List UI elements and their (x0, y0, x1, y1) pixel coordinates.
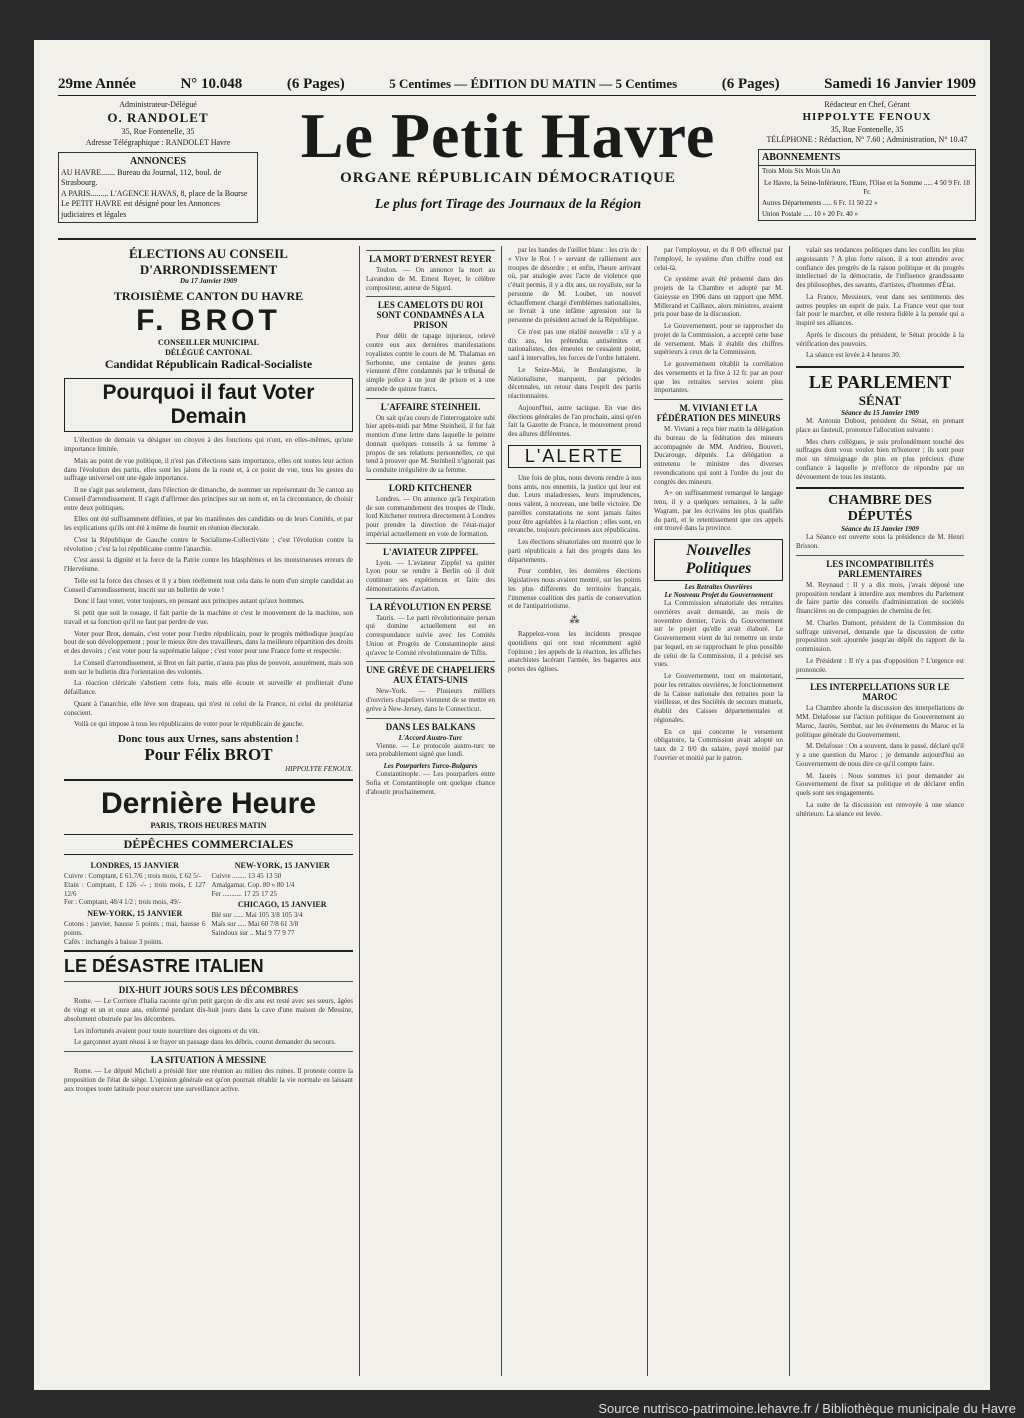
senat-date: Séance du 15 Janvier 1909 (841, 409, 919, 417)
candidate-role: CONSEILLER MUNICIPAL (158, 338, 259, 348)
paragraph: Le Seize-Mai, le Boulangisme, le Nationalisme, marquent, par périodes décennales, un retour dans l'esprit des partis réactionnaires. (508, 365, 641, 400)
paragraph: Pour combler, les dernières élections législatives nous avaient montré, sur les points les plus différents du territoire français, l'immense coalition des partis de conservation et de l'antipatriotisme. (508, 567, 641, 611)
column-1 (58, 246, 360, 1376)
newspaper-tagline: Le plus fort Tirage des Journaux de la Région (374, 197, 642, 212)
section-heading: LES INCOMPATIBILITÉS PARLEMENTAIRES (796, 555, 964, 579)
subscriptions-row: Union Postale ..... 10 » 20 Fr. 40 » (762, 209, 859, 218)
section-heading: DIX-HUIT JOURS SOUS LES DÉCOMBRES (64, 981, 353, 995)
subscriptions-title: ABONNEMENTS (759, 150, 975, 166)
market-line: Cuivre ........ 13 45 13 50 (211, 872, 282, 881)
paragraph: La suite de la discussion est renvoyée à une séance ultérieure. La séance est levée. (796, 800, 964, 818)
paragraph: Constantinople. — Les pourparlers entre Sofia et Constantinople ont quelque chance d'aboutir prochainement. (366, 770, 495, 796)
paragraph: Elles ont été suffisamment définies, et par les manifestes des candidats ou de leurs Comités, et par les explications qu'ils ont été à même de fournir en réunion électorale. (64, 515, 353, 533)
paragraph: En ce qui concerne le versement obligatoire, la Commission avait adopté un taux de 2 0/0 du salaire, payé moitié par l'ouvrier et moitié par le patron. (654, 727, 783, 762)
paragraph: Tauris. — Le parti révolutionnaire persan qui domine actuellement est en correspondance suivie avec les Comités Union et Progrès de Constantinople ainsi qu'avec le Comité révolutionnaire de Tiflis. (366, 613, 495, 657)
article-body (64, 1067, 353, 1093)
paragraph: On sait qu'au cours de l'interrogatoire subi hier après-midi par Mme Steinheil, il fut fait mention d'une lettre dans laquelle le peintre donnait quelques conseils à sa femme à propos de ses relations personnelles, ce qui tend à prouver que M. Steinheil n'ignorait pas la conduite irrégulière de sa femme. (366, 413, 495, 474)
paragraph: Le Président : Il n'y a pas d'opposition ? L'urgence est prononcée. (796, 656, 964, 674)
nouvelles-politiques-title: Nouvelles Politiques (654, 539, 783, 581)
paragraph: La réaction cléricale s'abstient cette fois, mais elle écoute et surveille et profiterait d'une défaillance. (64, 679, 353, 697)
section-heading: DANS LES BALKANS (366, 718, 495, 732)
paragraph: Mes chers collègues, je suis profondément touché des suffrages dont vous voulez bien m'honorer ; ils sont pour moi un témoignage de plus en plus précieux d'une confiance à laquelle je m'efforce de répondre par un dévouement de tous les instants. (796, 437, 964, 481)
paragraph: Après le discours du président, le Sénat procède à la vérification des pouvoirs. (796, 330, 964, 348)
admin-address: 35, Rue Fontenelle, 35 (121, 127, 195, 137)
paragraph: A+ on suffisamment remarqué le langage tenu, il y a quelques semaines, à la salle Wagram, par les écrivains les plus qualifiés du parti, et le retentissement que ces appels ont trouvé dans la province. (654, 489, 783, 533)
paragraph: Le Gouvernement, tout en maintenant, pour les retraites ouvrières, le fonctionnement de la Caisse nationale des retraites pour la vieillesse, et des Sociétés de secours mutuels, établit des Caisses départementales et régionales. (654, 672, 783, 724)
market-line: Saindoux sur .. Mai 9 77 9 77 (211, 928, 295, 937)
chambre-date: Séance du 15 Janvier 1909 (841, 525, 919, 534)
admin-telegram: Adresse Télégraphique : RANDOLET Havre (85, 137, 231, 147)
column-2 (360, 246, 502, 1376)
market-left (64, 859, 206, 946)
desastre-title: LE DÉSASTRE ITALIEN (64, 950, 353, 977)
masthead-right (758, 100, 976, 238)
column-4 (648, 246, 790, 1376)
paragraph: Rome. — Le député Micheli a présidé hier une réunion au milieu des ruines. Il proteste contre la proposition de l'état de siège. L'opinion générale est qu'on pourrait rétablir la vie normale en laissant aux troupes toute latitude pour exercer une surveillance active. (64, 1067, 353, 1093)
year-issue: 29me Année (58, 76, 136, 92)
paragraph: Vienne. — Le protocole austro-turc ne sera probablement signé que lundi. (366, 741, 495, 759)
paragraph: Le gouvernement rétablit la corrélation des versements et la fixe à 12 fr. par an pour que les retraites servies soient plus importantes. (654, 360, 783, 395)
paragraph: M. Charles Dumont, président de la Commission du suffrage universel, demande que la discussion de cette proposition soit ajournée jusqu'au dépôt du rapport de la commission. (796, 618, 964, 653)
market-heading: NEW-YORK, 15 JANVIER (87, 909, 183, 919)
article-body (64, 436, 353, 729)
subscriptions-headers: Trois Mois Six Mois Un An (762, 167, 841, 176)
candidate-party: Candidat Républicain Radical-Socialiste (104, 357, 313, 372)
election-title: ÉLECTIONS AU CONSEIL D'ARRONDISSEMENT (129, 246, 288, 277)
paragraph: La Commission sénatoriale des retraites ouvrières avait demandé, au mois de novembre dernier, l'avis du Gouvernement sur le projet qu'elle avait élaboré. Le Gouvernement vient de lui remettre un texte par lequel, en se rapprochant le plus possible de celui de la Commission, il a précisé ses vues. (654, 599, 783, 669)
market-reports (64, 859, 353, 946)
article-author: HIPPOLYTE FENOUX. (285, 765, 353, 774)
column-3 (502, 246, 648, 1376)
parlement-title: LE PARLEMENT (796, 366, 964, 393)
masthead (58, 100, 976, 240)
admin-name: O. RANDOLET (107, 110, 209, 126)
section-heading: LES INTERPELLATIONS SUR LE MAROC (796, 678, 964, 702)
market-right (212, 859, 354, 946)
section-heading: LES CAMELOTS DU ROI SONT CONDAMNÉS A LA PRISON (366, 296, 495, 330)
paragraph: par les bandes de l'œillet blanc : les cris de : « Vive le Roi ! » servant de ralliement aux troupes de désordre ; et enfin, l'heure arrivant où, par analogie avec l'acte de violence que c'était permis, il y a dix ans, un royaliste, sur la personne de M. Loubet, un nouvel échauffement chargé d'emblèmes nationalistes, se livrait à une infâme agression sur la personne du président actuel de la République. (508, 246, 641, 324)
paragraph: L'élection de demain va désigner un citoyen à des fonctions qui n'ont, en elles-mêmes, qu'une importance limitée. (64, 436, 353, 454)
paragraph: Londres. — On annonce qu'à l'expiration de son commandement des troupes de l'Inde, lord Kitchener rentrera directement à Londres pour prendre la direction de l'état-major impérial actuellement en voie de formation. (366, 494, 495, 538)
edition-price: 5 Centimes — ÉDITION DU MATIN — 5 Centimes (389, 76, 678, 91)
separator-ornament: ⁂ (569, 615, 580, 626)
market-heading: NEW-YORK, 15 JANVIER (234, 861, 330, 871)
paragraph: Donc il faut voter, voter toujours, en pensant aux principes autant qu'aux hommes. (74, 597, 305, 606)
paragraph: La Séance est ouverte sous la présidence de M. Henri Brisson. (796, 533, 964, 550)
subscriptions-row: Autres Départements ..... 6 Fr. 11 50 22 » (762, 198, 878, 207)
market-line: Blé sur ...... Mai 105 3/8 105 3/4 (211, 911, 303, 920)
editor-role: Rédacteur en Chef, Gérant (824, 100, 910, 109)
paragraph: La séance est levée à 4 heures 30. (806, 351, 901, 360)
headline-banner: Pourquoi il faut Voter Demain (64, 378, 353, 432)
paragraph: Le Conseil d'arrondissement, si Brot en fait partie, n'aura pas plus de pouvoir, assurément, mais son nom sur le bulletin dira l'orientation des volontés. (64, 658, 353, 676)
issue-number: N° 10.048 (180, 76, 243, 92)
subscriptions-box (758, 149, 976, 220)
annonces-havre: AU HAVRE....... Bureau du Journal, 112, boul. de Strasbourg. (61, 168, 222, 188)
chambre-title: CHAMBRE DES DÉPUTÉS (796, 487, 964, 525)
section-heading: L'AFFAIRE STEINHEIL (366, 398, 495, 412)
paragraph: Toulon. — On annonce la mort au Lavandou de M. Ernest Reyer, le célèbre compositeur, auteur de Sigurd. (366, 266, 495, 292)
paragraph: Les infortunés avaient pour toute nourriture des oignons et du vin. (74, 1026, 260, 1035)
masthead-center (258, 100, 758, 238)
paragraph: valait ses tendances politiques dans les conflits les plus angoissants ? A plus forte raison, il a tout attendre avec confiance des progrès de la raison politique et du progrès intellectuel de la démocratie, de l'influence grandissante des philosophes, des savants, d'artistes, d'hommes d'État. (796, 246, 964, 289)
paragraph: Le garçonnet ayant réussi à se frayer un passage dans les débris, courut demander du secours. (74, 1038, 336, 1047)
candidate-name: F. BROT (136, 304, 281, 338)
section-heading: M. VIVIANI ET LA FÉDÉRATION DES MINEURS (654, 399, 783, 423)
market-heading: LONDRES, 15 JANVIER (90, 861, 179, 871)
paragraph: Ce système avait été présenté dans des projets de la Chambre et adopté par M. Guieysse en 1906 dans un rapport que MM. Millerand et Caillaux, alors ministres, avaient pris pour base de la discussion. (654, 275, 783, 319)
alerte-title: L'ALERTE (508, 445, 641, 468)
pages-right: (6 Pages) (721, 76, 780, 92)
annonces-paris: A PARIS......... L'AGENCE HAVAS, 8, place de la Bourse (61, 188, 248, 198)
depeches-title: DÉPÊCHES COMMERCIALES (64, 834, 353, 855)
paragraph: M. Jaurès : Nous sommes ici pour demander au Gouvernement de fixer sa politique et de déclarer enfin quels sont ses engagements. (796, 771, 964, 797)
annonces-note: Le PETIT HAVRE est désigné pour les Annonces judiciaires et légales (61, 199, 221, 219)
newspaper-title: Le Petit Havre (300, 100, 716, 171)
section-subheading: Le Nouveau Projet du Gouvernement (664, 591, 773, 599)
paragraph: Ce n'est pas une réalité nouvelle : s'il y a dix ans, les prétendus antisémites et nationalistes, des émeutes ne cessaient point, sauf à intervalles, les forces de l'ordre luttaient. (508, 327, 641, 362)
issue-date: Samedi 16 Janvier 1909 (824, 76, 976, 92)
market-line: Etain : Comptant, £ 126 -/- ; trois mois, £ 127 12/6 (64, 880, 206, 898)
market-line: Amalgamat. Cop. 80 » 80 1/4 (211, 880, 295, 889)
derniere-heure-title: Dernière Heure (64, 779, 353, 821)
paragraph: M. Antonin Dubost, président du Sénat, en prenant place au fauteuil, prononce l'allocution suivante : (796, 417, 964, 434)
editor-name: HIPPOLYTE FENOUX (802, 111, 932, 124)
paragraph: M. Viviani a reçu hier matin la délégation du bureau de la fédération des mineurs accompagnée de MM. Andrieu, Bouveri, Ducarouge, députés. La délégation a entretenu le ministre des diverses revendications qui sont à l'ordre du jour du congrès des mineurs. (654, 425, 783, 486)
newspaper-page (34, 40, 990, 1390)
market-line: Cotons : janvier, hausse 5 points ; mai, hausse 6 points. (64, 920, 206, 937)
election-date: Du 17 Janvier 1909 (180, 277, 237, 286)
section-subheading: L'Accord Austro-Turc (398, 733, 463, 742)
paragraph: Aujourd'hui, autre tactique. En vue des élections générales de l'an prochain, ainsi qu'en fait la Gazette de France, le mouvement prend des allures différentes. (508, 403, 641, 438)
paragraph: Les élections sénatoriales ont montré que le parti républicain a fait des progrès dans les départements. (508, 538, 641, 564)
section-subheading: Les Retraites Ouvrières (684, 583, 753, 591)
market-line: Cuivre : Comptant, £ 61.7/6 ; trois mois, £ 62 5/- (64, 872, 202, 881)
section-heading: UNE GRÈVE DE CHAPELIERS AUX ÉTATS-UNIS (366, 661, 495, 685)
paragraph: Quant à l'anarchie, elle lève son drapeau, qui n'est ni celui de la France, ni celui du prolétariat conscient. (64, 699, 353, 717)
section-heading: LA RÉVOLUTION EN PERSE (366, 598, 495, 612)
paragraph: Il ne s'agit pas seulement, dans l'élection de dimanche, de nommer un représentant du 3e canton au Conseil d'arrondissement. Il s'agit d'affirmer des principes sur un nom et, en la circonstance, de choisir entre deux politiques. (64, 486, 353, 512)
paragraph: Voter pour Brot, demain, c'est voter pour l'ordre républicain, pour le progrès méthodique jusqu'au bout de son développement ; pour le mieux être des travailleurs, dans la meilleure répartition des droits et des devoirs ; c'est voter pour la suprématie laïque ; c'est voter pour une France forte et respectée. (64, 629, 353, 656)
top-info-line (58, 76, 976, 96)
newspaper-subtitle: ORGANE RÉPUBLICAIN DÉMOCRATIQUE (340, 170, 676, 186)
canton-line: TROISIÈME CANTON DU HAVRE (113, 289, 304, 304)
admin-role: Administrateur-Délégué (119, 100, 197, 109)
source-credit: Source nutrisco-patrimoine.lehavre.fr / Bibliothèque municipale du Havre (598, 1401, 1016, 1416)
paragraph: M. Reynaud : Il y a dix mois, j'avais déposé une proposition tendant à interdire aux membres du Parlement de faire partie des conseils d'administration de sociétés financières ou de compagnies de chemins de fer. (796, 580, 964, 615)
editor-phone: TÉLÉPHONE : Rédaction, N° 7.60 ; Administration, N° 10.47 (766, 135, 968, 145)
market-line: Maïs sur ..... Mai 60 7/8 61 3/8 (211, 920, 299, 929)
editor-address: 35, Rue Fontenelle, 35 (830, 124, 904, 134)
derniere-heure-subtitle: PARIS, TROIS HEURES MATIN (150, 821, 267, 831)
paragraph: Une fois de plus, nous devons rendre à nos bons amis, nos ennemis, la justice qui leur est due. Leurs maladresses, leurs imprudences, nous valent, à nouveau, une belle victoire. De pareilles constatations ne sont jamais faites pour être agréables à la réaction ; elles sont, en revanche, toujours précieuses aux républicains. (508, 473, 641, 535)
senat-title: SÉNAT (858, 393, 902, 408)
paragraph: M. Delafosse : On a souvent, dans le passé, déclaré qu'il y a une question du Maroc ; je demande aujourd'hui au Gouvernement de nous dire ce qu'il compte faire. (796, 742, 964, 768)
paragraph: Rappelez-vous les incidents presque quotidiens qui ont tout récemment agité l'opinion ; les appels de la réaction, les affiches anarchistes lacérant l'armée, les bagarres aux portes des églises. (508, 630, 641, 673)
section-heading: LORD KITCHENER (366, 479, 495, 493)
paragraph: La France, Messieurs, veut dans ses sentiments des autres peuples un esprit de paix. La France veut que tout fait pour le marcher, et elle restera fidèle à la pensée qui a inspiré ses alliances. (796, 292, 964, 327)
section-subheading: Les Pourparlers Turco-Bulgares (383, 762, 478, 770)
annonces-box (58, 152, 258, 223)
section-heading: LA MORT D'ERNEST REYER (366, 250, 495, 264)
annonces-title: ANNONCES (129, 156, 187, 168)
paragraph: Lyon. — L'aviateur Zippfel va quitter Lyon pour se rendre à Berlin où il doit continuer ses expériences et faire des démonstrations d'aviation. (366, 558, 495, 593)
market-line: Fer : Comptant, 48/4 1/2 ; trois mois, 49/- (64, 898, 182, 907)
paragraph: Telle est la force des choses et il y a bien réellement tout cela dans le nom d'un simple candidat au Conseil d'arrondissement, inscrit sur un bulletin de vote ! (64, 576, 353, 594)
pages-left: (6 Pages) (286, 76, 345, 92)
masthead-left (58, 100, 258, 238)
candidate-role-2: DÉLÉGUÉ CANTONAL (165, 347, 252, 357)
paragraph: Le Gouvernement, pour se rapprocher du projet de la Commission, a accepté cette base de versement. Mais il établit des chiffres supérieurs à ceux de la Commission. (654, 322, 783, 357)
section-heading: LA SITUATION À MESSINE (64, 1051, 353, 1065)
paragraph: La Chambre aborde la discussion des interpellations de MM. Delafosse sur l'action politique du Gouvernement au Maroc, Jaurès, Sembat, sur les événements du Maroc et la politique générale du Gouvernement. (796, 704, 964, 739)
call-to-vote: Donc tous aux Urnes, sans abstention ! (117, 733, 300, 746)
section-heading: L'AVIATEUR ZIPPFEL (366, 543, 495, 557)
paragraph: Si petit que soit le rouage, il fait partie de la machine et c'est le mouvement de la machine, son travail et sa fonction qu'il ne faut par perdre de vue. (64, 609, 353, 626)
article-body (64, 997, 353, 1047)
market-heading: CHICAGO, 15 JANVIER (237, 900, 327, 910)
paragraph: Voilà ce qui impose à tous les républicains de voter pour le républicain de gauche. (74, 720, 304, 729)
market-line: Fer ........... 17 25 17 25 (211, 889, 277, 898)
paragraph: Rome. — Le Corriere d'Italia raconte qu'un petit garçon de dix ans est resté avec ses sœurs, âgées de vingt et un et onze ans, enfermé pendant dix-huit jours dans la cave d'une maison de Messine, absolument obstruée par les décombres. (64, 997, 353, 1023)
paragraph: New-York. — Plusieurs milliers d'ouvriers chapeliers viennent de se mettre en grève à New-Jersey, dans le Connecticut. (366, 687, 495, 713)
market-line: Cafés : inchangés à baisse 3 points. (64, 937, 163, 946)
vote-slogan: Pour Félix BROT (144, 745, 273, 765)
paragraph: C'est aussi la dignité et la force de la Patrie contre les blasphèmes et les monstrueuses erreurs de l'Hervéisme. (64, 556, 353, 574)
subscriptions-row: Le Havre, la Seine-Inférieure, l'Eure, l'Oise et la Somme ..... 4 50 9 Fr. 18 Fr. (763, 178, 971, 196)
paragraph: C'est la République de Gauche contre le Socialisme-Collectiviste ; c'est l'évolution contre la révolution ; c'est la loi républicaine contre l'anarchie. (64, 535, 353, 553)
paragraph: Pour délit de tapage injurieux, relevé contre eux aux dernières manifestations royalistes contre le cours de M. Thalamas en Sorbonne, une centaine de jeunes gens viennent d'être condamnés par le tribunal de simple police à un jour de prison et à une amende de quinze francs. (366, 332, 495, 393)
paragraph: par l'employeur, et du 8 0/0 effectué par l'employé, le système d'un chiffre rond est celui-là. (654, 246, 783, 272)
column-5 (790, 246, 970, 1376)
paragraph: Mais au point de vue politique, il n'est pas d'élections sans importance, elles ont toutes leur action dans l'évolution des partis, elles sont les jalons de la route et, à ce point de vue, tous les gestes du suffrage universel ont une égale importance. (64, 456, 353, 483)
columns (58, 246, 976, 1376)
